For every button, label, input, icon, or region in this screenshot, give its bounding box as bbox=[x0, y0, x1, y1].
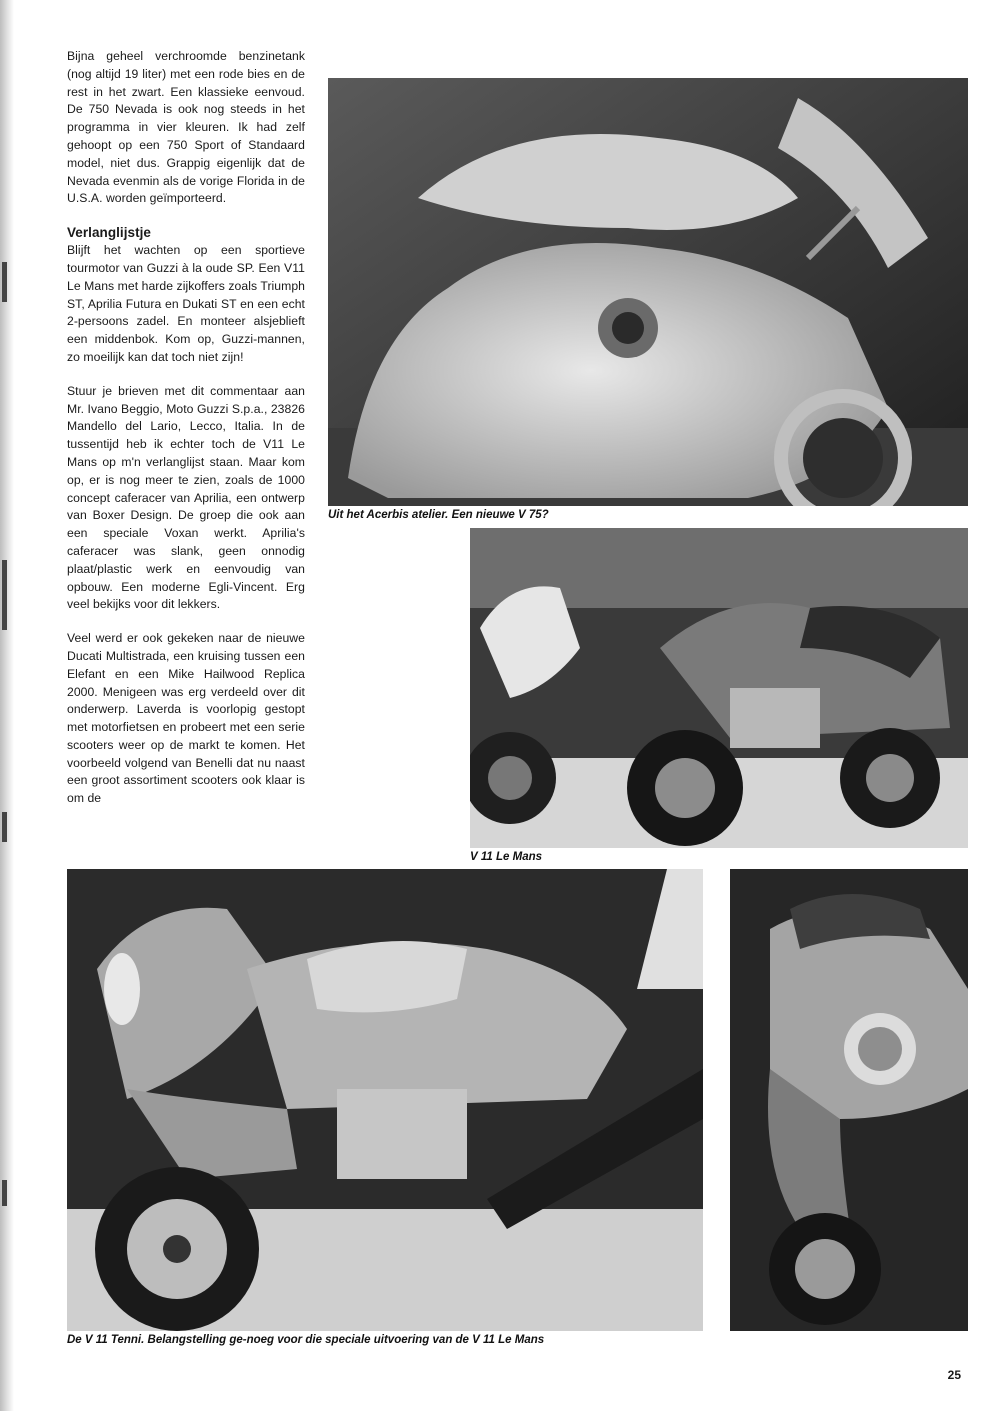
article-paragraph-2: Blijft het wachten op een sportieve tourmotor van Guzzi à la oude SP. Een V11 Le Mans met harde zijkoffers zoals Triumph ST, Aprilia Futura en Dukati ST en een echt 2-persoons zadel. En monteer alsjeblieft een middenbok. Kom op, Guzzi-mannen, zo moeilijk kan dat toch niet zijn! bbox=[67, 243, 305, 364]
scan-mark bbox=[2, 262, 7, 302]
article-paragraph-1: Bijna geheel verchroomde benzinetank (nog altijd 19 liter) met een rode bies en de rest in het zwart. Een klassieke eenvoud. De 750 Nevada is ook nog steeds in het programma in vier kleuren. Ik had zelf gehoopt op een 750 Sport of Standaard model, niet dus. Grappig eigenlijk dat de Nevada evenmin als de vorige Florida in de U.S.A. worden geïmporteerd. bbox=[67, 49, 305, 206]
caption-lemans: V 11 Le Mans bbox=[470, 851, 543, 863]
photo-v11-le-mans bbox=[470, 528, 968, 848]
photo-tenni-image bbox=[67, 869, 703, 1331]
photo-acerbis-image bbox=[328, 78, 968, 506]
page-number: 25 bbox=[947, 1368, 961, 1382]
scan-edge bbox=[0, 0, 14, 1411]
scan-mark bbox=[2, 560, 7, 630]
section-heading: Verlanglijstje bbox=[67, 225, 151, 241]
photo-fairing-detail bbox=[730, 869, 968, 1331]
photo-acerbis-model bbox=[328, 78, 968, 506]
photo-lemans-image bbox=[470, 528, 968, 848]
photo-fairing-image bbox=[730, 869, 968, 1331]
scan-mark bbox=[2, 1180, 7, 1206]
article-paragraph-3: Stuur je brieven met dit commentaar aan Mr. Ivano Beggio, Moto Guzzi S.p.a., 23826 Mandello del Lario, Lecco, Italia. In de tussentijd heb ik echter toch de V11 Le Mans op m'n verlanglijst staan. Maar kom op, er is nog meer te zien, zoals de 1000 concept caferacer van Aprilia, een ontwerp van Boxer Design. De groep die ook aan een speciale Voxan werkt. Aprilia's caferacer was slank, geen onnodig plaat/plastic werk en eenvoudig van opbouw. Een moderne Egli-Vincent. Erg veel bekijks voor dit lekkers. bbox=[67, 383, 305, 612]
article-column bbox=[67, 48, 305, 824]
caption-acerbis: Uit het Acerbis atelier. Een nieuwe V 75? bbox=[328, 509, 549, 521]
scan-mark bbox=[2, 812, 7, 842]
caption-tenni: De V 11 Tenni. Belangstelling ge-noeg voor die speciale uitvoering van de V 11 Le Mans bbox=[67, 1334, 545, 1346]
article-paragraph-4: Veel werd er ook gekeken naar de nieuwe Ducati Multistrada, een kruising tussen een Elefant en een Mike Hailwood Replica 2000. Menigeen was erg verdeeld over dit onderwerp. Laverda is voorlopig gestopt met motorfietsen en probeert met een serie scooters weer op de markt te komen. Het voorbeeld volgend van Benelli dat nu naast een groot assortiment scooters ook klaar is om de bbox=[67, 631, 305, 806]
photo-v11-tenni bbox=[67, 869, 703, 1331]
